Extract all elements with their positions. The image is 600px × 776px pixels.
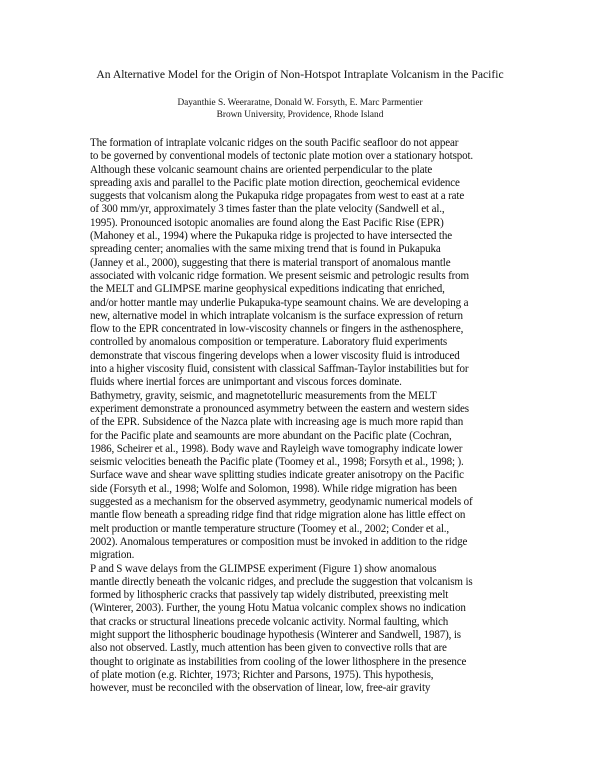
text-line: fluids where inertial forces are unimportant and viscous forces dominate.	[90, 376, 402, 389]
text-line: mantle flow beneath a spreading ridge find that ridge migration alone has little effect on	[90, 509, 466, 522]
author-affiliation: Brown University, Providence, Rhode Island	[216, 110, 384, 120]
text-line: 1995). Pronounced isotopic anomalies are found along the East Pacific Rise (EPR)	[90, 216, 444, 229]
text-line: 2002). Anomalous temperatures or composition must be invoked in addition to the ridge	[90, 535, 468, 548]
author-names: Dayanthie S. Weeraratne, Donald W. Forsyth, E. Marc Parmentier	[177, 98, 423, 108]
text-line: that cracks or structural lineations precede volcanic activity. Normal faulting, which	[90, 615, 449, 628]
text-line: suggested as a mechanism for the observed asymmetry, geodynamic numerical models of	[90, 496, 473, 509]
text-line: into a higher viscosity fluid, consistent with classical Saffman-Taylor instabilities but for	[90, 363, 469, 376]
text-line: to be governed by conventional models of tectonic plate motion over a stationary hotspot.	[90, 150, 474, 163]
text-line: suggests that volcanism along the Pukapuka ridge propagates from west to east at a rate	[90, 190, 465, 203]
text-line: (Mahoney et al., 1994) where the Pukapuka ridge is projected to have intersected the	[90, 230, 452, 243]
text-line: for the Pacific plate and seamounts are more abundant on the Pacific plate (Cochran,	[90, 429, 452, 442]
text-line: (Janney et al., 2000), suggesting that there is material transport of anomalous mantle	[90, 256, 451, 269]
abstract-body	[90, 137, 514, 695]
text-line: formed by lithospheric cracks that passively tap widely distributed, preexisting melt	[90, 589, 449, 602]
text-line: also not observed. Lastly, much attention has been given to convective rolls that are	[90, 642, 447, 655]
text-line: of the EPR. Subsidence of the Nazca plate with increasing age is much more rapid than	[90, 416, 464, 429]
text-line: spreading axis and parallel to the Pacific plate motion direction, geochemical evidence	[90, 176, 460, 189]
text-line: however, must be reconciled with the observation of linear, low, free-air gravity	[90, 682, 431, 695]
text-line: of 300 mm/yr, approximately 3 times faster than the plate velocity (Sandwell et al.,	[90, 203, 445, 216]
text-line: Although these volcanic seamount chains are oriented perpendicular to the plate	[90, 163, 433, 176]
text-line: migration.	[90, 549, 135, 562]
text-line: might support the lithospheric boudinage hypothesis (Winterer and Sandwell, 1987), is	[90, 628, 461, 641]
text-line: thought to originate as instabilities from cooling of the lower lithosphere in the presence	[90, 655, 467, 668]
text-line: Bathymetry, gravity, seismic, and magnetotelluric measurements from the MELT	[90, 389, 437, 402]
text-line: side (Forsyth et al., 1998; Wolfe and Solomon, 1998). While ridge migration has been	[90, 482, 457, 495]
text-line: controlled by anomalous composition or temperature. Laboratory fluid experiments	[90, 336, 448, 349]
text-line: flow to the EPR concentrated in low-viscosity channels or fingers in the asthenosphere,	[90, 323, 464, 336]
text-line: of plate motion (e.g. Richter, 1973; Richter and Parsons, 1975). This hypothesis,	[90, 668, 434, 681]
body-paragraph	[90, 390, 514, 563]
text-line: The formation of intraplate volcanic ridges on the south Pacific seafloor do not appear	[90, 137, 459, 149]
text-line: associated with volcanic ridge formation. We present seismic and petrologic results from	[90, 269, 469, 282]
text-line: seismic velocities beneath the Pacific plate (Toomey et al., 1998; Forsyth et al., 1998; ).	[90, 456, 464, 469]
text-line: mantle directly beneath the volcanic ridges, and preclude the suggestion that volcanism is	[90, 575, 473, 588]
text-line: experiment demonstrate a pronounced asymmetry between the eastern and western sides	[90, 402, 469, 415]
text-line: P and S wave delays from the GLIMPSE experiment (Figure 1) show anomalous	[90, 562, 437, 575]
text-line: melt production or mantle temperature structure (Toomey et al., 2002; Conder et al.,	[90, 522, 450, 535]
text-line: (Winterer, 2003). Further, the young Hotu Matua volcanic complex shows no indication	[90, 602, 466, 615]
body-paragraph	[90, 563, 514, 696]
text-line: the MELT and GLIMPSE marine geophysical expeditions indicating that enriched,	[90, 283, 445, 296]
author-block	[0, 97, 600, 121]
text-line: spreading center; anomalies with the same mixing trend that is found in Pukapuka	[90, 243, 441, 256]
text-line: demonstrate that viscous fingering develops when a lower viscosity fluid is introduced	[90, 349, 460, 362]
text-line: Surface wave and shear wave splitting studies indicate greater anisotropy on the Pacific	[90, 469, 464, 482]
text-line: new, alternative model in which intraplate volcanism is the surface expression of return	[90, 309, 463, 322]
paper-title: An Alternative Model for the Origin of Non-Hotspot Intraplate Volcanism in the Pacific	[96, 68, 504, 81]
text-line: 1986, Scheirer et al., 1998). Body wave and Rayleigh wave tomography indicate lower	[90, 442, 463, 455]
text-line: and/or hotter mantle may underlie Pukapuka-type seamount chains. We are developing a	[90, 296, 469, 309]
body-paragraph	[90, 137, 514, 390]
